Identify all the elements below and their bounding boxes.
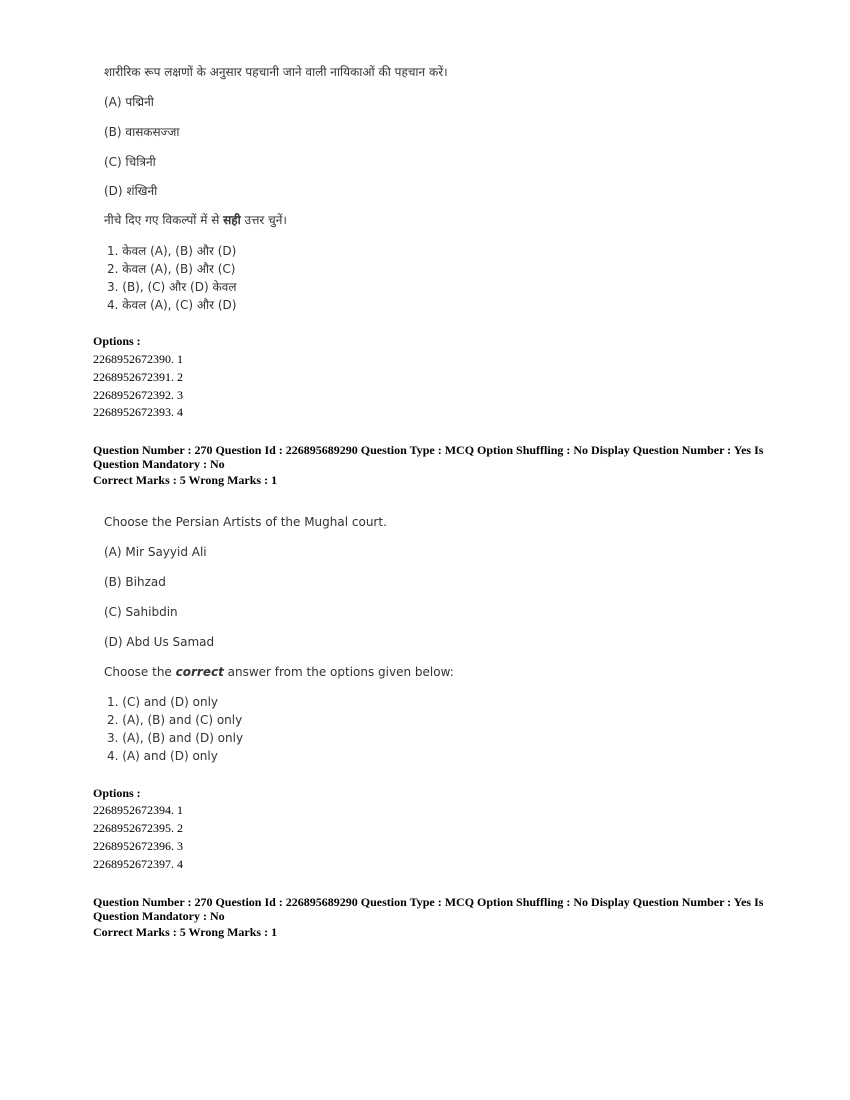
instruction-pre: नीचे दिए गए विकल्पों में से xyxy=(104,213,224,227)
question-text-hindi: शारीरिक रूप लक्षणों के अनुसार पहचानी जाने वाली नायिकाओं की पहचान करें। xyxy=(104,65,448,79)
statement-a: (A) Mir Sayyid Ali xyxy=(104,545,207,559)
options-label: Options : xyxy=(93,786,141,800)
option-id-4: 2268952672397. 4 xyxy=(93,857,183,871)
statement-c: (C) Sahibdin xyxy=(104,605,178,619)
statement-d: (D) शंखिनी xyxy=(104,184,158,198)
statement-a: (A) पद्मिनी xyxy=(104,95,154,109)
question-meta: Question Number : 270 Question Id : 226895689290 Question Type : MCQ Option Shuffling : No Display Question Number : Yes Is Question Mandatory : No xyxy=(93,895,764,923)
option-id-3: 2268952672392. 3 xyxy=(93,388,183,402)
marks-meta: Correct Marks : 5 Wrong Marks : 1 xyxy=(93,925,278,939)
choice-3: 3. (B), (C) और (D) केवल xyxy=(107,280,237,294)
instruction-post: answer from the options given below: xyxy=(223,665,454,679)
statement-b: (B) वासकसज्जा xyxy=(104,125,180,139)
instruction-emphasis: सही xyxy=(223,213,241,227)
choice-3: 3. (A), (B) and (D) only xyxy=(107,731,244,745)
statement-d: (D) Abd Us Samad xyxy=(104,635,215,649)
instruction-english xyxy=(104,665,454,679)
instruction-hindi xyxy=(104,211,287,228)
option-id-1: 2268952672390. 1 xyxy=(93,352,183,366)
instruction-emphasis: correct xyxy=(175,665,224,679)
choice-4: 4. केवल (A), (C) और (D) xyxy=(107,298,237,312)
option-id-4: 2268952672393. 4 xyxy=(93,405,183,419)
option-id-3: 2268952672396. 3 xyxy=(93,839,183,853)
statement-c: (C) चित्रिनी xyxy=(104,155,156,169)
option-id-2: 2268952672391. 2 xyxy=(93,370,183,384)
choice-1: 1. केवल (A), (B) और (D) xyxy=(107,244,237,258)
choice-4: 4. (A) and (D) only xyxy=(107,749,218,763)
option-id-1: 2268952672394. 1 xyxy=(93,803,183,817)
statement-b: (B) Bihzad xyxy=(104,575,166,589)
instruction-post: उत्तर चुनें। xyxy=(240,213,287,227)
question-text-english: Choose the Persian Artists of the Mughal court. xyxy=(104,515,387,529)
question-meta: Question Number : 270 Question Id : 226895689290 Question Type : MCQ Option Shuffling : No Display Question Number : Yes Is Question Mandatory : No xyxy=(93,443,764,471)
options-label: Options : xyxy=(93,334,141,348)
choice-2: 2. (A), (B) and (C) only xyxy=(107,713,243,727)
choice-2: 2. केवल (A), (B) और (C) xyxy=(107,262,236,276)
choice-1: 1. (C) and (D) only xyxy=(107,695,219,709)
instruction-pre: Choose the xyxy=(104,665,176,679)
marks-meta: Correct Marks : 5 Wrong Marks : 1 xyxy=(93,473,278,487)
option-id-2: 2268952672395. 2 xyxy=(93,821,183,835)
